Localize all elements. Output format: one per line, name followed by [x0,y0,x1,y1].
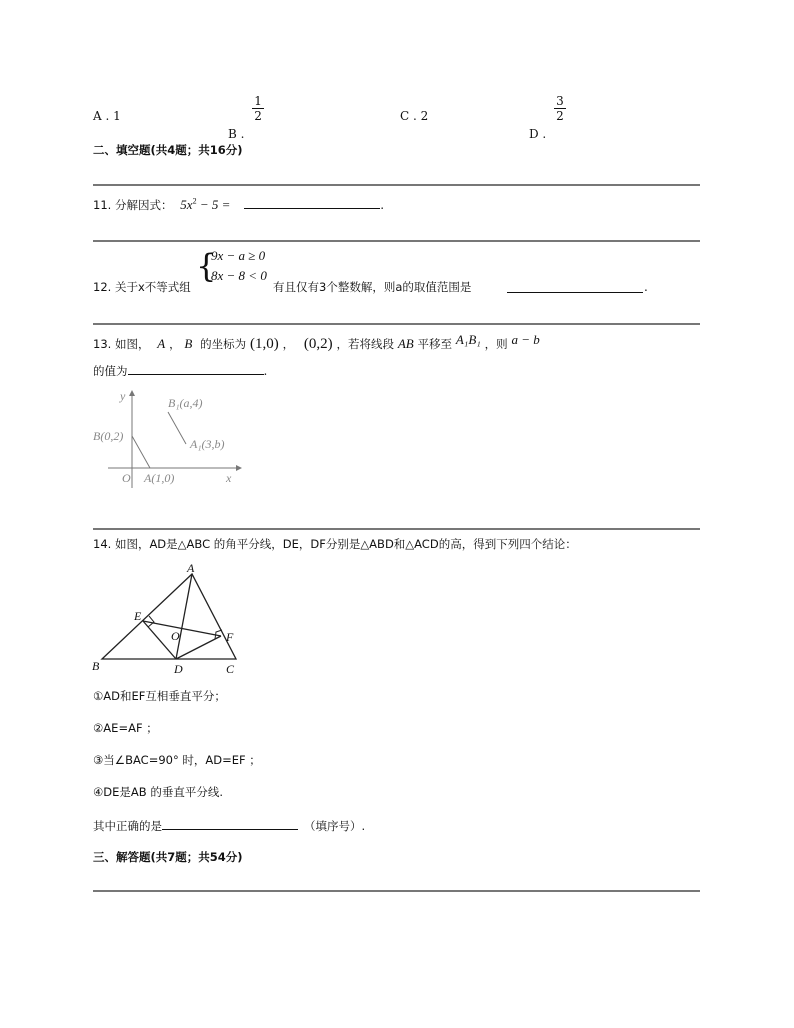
fraction-denominator: 2 [254,109,262,123]
q14-conclusion-2: ②AE=AF ； [93,721,158,735]
vertex-a-label: A [187,562,195,575]
q13-text: ，则 [484,337,508,351]
point-a-label: A [157,336,166,351]
q11-answer-blank[interactable] [244,196,380,209]
q11-expression [180,197,230,212]
question-11 [93,196,384,213]
q14-conclusion-3: ③当∠BAC=90° 时，AD=EF ； [93,753,261,767]
q14-answer-prefix: 其中正确的是 [93,819,162,833]
segment-a1b1: A₁B₁ [455,332,481,347]
q13-expression: a − b [511,332,540,347]
q13-answer-blank[interactable] [128,362,264,375]
question-12 [93,246,693,296]
point-o-label: O [171,629,180,643]
q14-answer-blank[interactable] [162,817,298,830]
q12-suffix: . [644,280,648,294]
question-13 [93,332,540,353]
question-14-stem: 14. 如图，AD是△ABC 的角平分线，DE，DF分别是△ABD和△ACD的高，得到下列四个结论： [93,537,577,551]
q12-brace: { [196,247,217,285]
q13-sep: ， [169,337,181,351]
vertex-b-label: B [92,659,100,673]
q12-prefix: 12. 关于x不等式组 [93,280,191,294]
point-d-label: D [174,662,183,676]
origin-label: O [122,471,131,485]
option-d [529,94,566,141]
q12-middle: 有且仅有3个整数解，则a的取值范围是 [273,280,472,294]
q13-text: ，若将线段 [336,337,394,351]
option-b-label: B . [228,127,245,141]
q13-line2-text: 的值为 [93,364,128,378]
option-b [228,94,264,141]
q11-expr-base: 5x [180,197,193,212]
segment-ab-line [132,436,150,468]
vertex-c-label: C [226,662,235,676]
q11-expr-rest: − 5 = [196,197,231,212]
point-a1-coordinate: A₁(3,b) [190,437,225,451]
y-axis-label: y [120,389,126,403]
point-f-label: F [226,630,234,644]
segment-ab: AB [397,336,414,351]
coordinate-b: (0,2) [303,336,333,352]
q13-prefix: 13. 如图， [93,337,150,351]
y-axis-arrow-icon [129,390,135,396]
q14-answer-suffix: （填序号）. [304,819,366,833]
point-b1-coordinate: B₁(a,4) [168,396,203,410]
point-e-label: E [134,609,142,623]
point-b-coordinate: B(0,2) [93,429,124,443]
segment-a1b1-line [168,412,186,444]
question-13-line-2 [93,362,267,379]
q11-prefix: 11. 分解因式： [93,198,173,212]
option-a: A . 1 [93,109,121,123]
point-b-label: B [184,336,193,351]
divider [93,323,700,325]
q14-answer-line [93,817,365,834]
divider [93,240,700,242]
q14-conclusion-4: ④DE是AB 的垂直平分线. [93,785,223,799]
q14-triangle-figure [88,562,248,678]
divider [93,184,700,186]
q12-inequality-1: 9x − a ≥ 0 [211,248,266,263]
x-axis-label: x [226,471,232,485]
option-d-fraction [554,95,566,122]
q14-conclusion-1: ①AD和EF互相垂直平分； [93,689,226,703]
section-2-title: 二、填空题(共4题；共16分) [93,143,243,157]
q13-suffix: . [263,364,268,378]
coordinate-a: (1,0) [250,336,279,352]
fraction-numerator: 3 [556,94,564,108]
option-d-label: D . [529,127,547,141]
option-c: C . 2 [400,109,429,123]
q13-sep: ， [282,337,295,351]
q13-text: 平移至 [417,337,453,351]
q13-text: 的坐标为 [200,337,247,351]
option-b-fraction [252,95,264,122]
height-df [176,636,221,659]
fraction-denominator: 2 [556,109,564,123]
section-3-title: 三、解答题(共7题；共54分) [93,850,243,864]
q12-inequality-2: 8x − 8 < 0 [211,268,267,283]
triangle-abc [102,574,236,659]
divider [93,890,700,892]
x-axis-arrow-icon [236,465,242,471]
divider [93,528,700,530]
q13-coordinate-figure [90,388,250,493]
point-a-coordinate: A(1,0) [144,471,175,485]
q11-expr-exponent: 2 [192,196,197,206]
fraction-numerator: 1 [254,94,262,108]
q12-answer-blank[interactable] [507,280,643,293]
q11-suffix: . [380,198,385,212]
